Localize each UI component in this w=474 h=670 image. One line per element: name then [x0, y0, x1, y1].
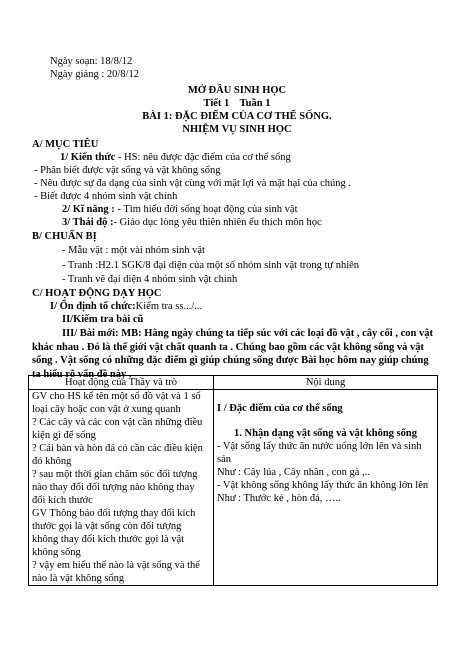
new-lesson-label: III/ Bài mới: [62, 328, 119, 339]
knowledge-line [60, 151, 291, 164]
attitude-text: - Giáo dục lòng yêu thiên nhiên ếu thích môn học [113, 217, 322, 228]
teacher-step-3: ? Cái bàn và hòn đá có cần các điều kiện đó không [32, 443, 203, 467]
knowledge-item-1: - Phân biết được vật sống và vật không sống [34, 165, 221, 176]
content-item-1: - Vật sống lấy thức ăn nước uống lớn lên và sinh sản [217, 441, 422, 465]
knowledge-item-2: - Nêu được sự đa dạng của sinh vật cùng với mặt lợi và mặt hại của chúng . [34, 178, 351, 189]
knowledge-label: 1/ Kiến thức [60, 152, 116, 163]
activities-heading: C/ HOẠT ĐỘNG DẠY HỌC [32, 288, 162, 299]
table-row [29, 390, 438, 586]
preparation-item-1: - Mẫu vật : một vài nhóm sinh vật [62, 245, 205, 256]
teacher-step-4: ? sau một thời gian chăm sóc đối tượng nào thay đổi đối tượng nào không thay đổi kích thước [32, 469, 198, 506]
content-item-4: Như : Thước kẻ , hòn đá, ….. [217, 493, 341, 504]
new-lesson-paragraph [32, 327, 437, 381]
objectives-heading: A/ MỤC TIÊU [32, 139, 99, 150]
skill-line [62, 203, 297, 216]
teacher-step-6: ? vậy em hiểu thế nào là vật sống và thế nào là vật không sống [32, 560, 200, 584]
attitude-line [62, 216, 322, 229]
teach-date: Ngày giảng : 20/8/12 [50, 69, 139, 80]
preparation-item-2: - Tranh :H2.1 SGK/8 đại diện của một số nhóm sinh vật trong tự nhiên [62, 260, 360, 271]
content-cell [214, 390, 438, 586]
content-item-3: - Vật không sống không lấy thức ăn không lớn lên [217, 480, 429, 491]
lesson-title: BÀI 1: ĐẶC ĐIỂM CỦA CƠ THỂ SỐNG. [142, 111, 332, 122]
table-header-row [29, 376, 438, 390]
knowledge-text: - HS: nêu được đặc điểm của cơ thể sống [115, 152, 291, 163]
teacher-step-1: GV cho HS kể tên một số đồ vật và 1 số loại cây hoặc con vật ở xung quanh [32, 391, 201, 415]
org-label: I/ Ổn định tổ chức: [50, 301, 136, 312]
col-teacher-header: Hoạt động của Thầy và trò [29, 376, 214, 390]
activity-table [28, 375, 438, 586]
period-line: Tiết 1 Tuần 1 [203, 98, 271, 109]
lesson-subtitle: NHIỆM VỤ SINH HỌC [182, 124, 292, 135]
attitude-label: 3/ Thái độ : [62, 217, 114, 228]
content-item-2: Như : Cây lúa , Cây nhãn , con gà ,.. [217, 467, 370, 478]
teacher-step-2: ? Các cây và các con vật cần những điều kiện gì để sống [32, 417, 203, 441]
check-label: II/Kiểm tra bài cũ [62, 314, 144, 325]
org-line [50, 300, 202, 313]
main-title: MỞ ĐẦU SINH HỌC [187, 85, 287, 96]
skill-text: - Tìm hiểu đời sống hoạt động của sinh vật [117, 204, 298, 215]
prep-date: Ngày soạn: 18/8/12 [50, 56, 133, 67]
org-text: Kiểm tra ss.../... [135, 301, 203, 312]
knowledge-item-3: - Biết được 4 nhóm sinh vật chính [34, 191, 178, 202]
teacher-activity-cell [29, 390, 214, 586]
preparation-item-3: - Tranh vẽ đại diện 4 nhóm sinh vật chính [62, 274, 238, 285]
teacher-step-5: GV Thông báo đối tượng thay đổi kích thước gọi là vật sống còn đối tượng không thay đổi kích thước gọi là vật không sống [32, 508, 196, 558]
content-section-heading: I / Đặc điểm của cơ thể sống [217, 403, 343, 414]
col-content-header: Nội dung [214, 376, 438, 390]
content-subheading: 1. Nhận dạng vật sống và vật không sống [234, 428, 417, 439]
new-lesson-text: MB: Hằng ngày chúng ta tiếp súc với các loại đồ vật , cây cối , con vật khác nhau . Đó là thế giới vật chất quanh ta . Chúng bao gồm các vật không sống và vật sống . Vật sống có những đặc điểm gì giúp chúng sống được Bài học hôm nay giúp chúng ta hiểu rõ vấn đề này . [32, 328, 433, 380]
skill-label: 2/ Kĩ năng : [62, 204, 115, 215]
preparation-heading: B/ CHUẨN BỊ [32, 231, 97, 242]
